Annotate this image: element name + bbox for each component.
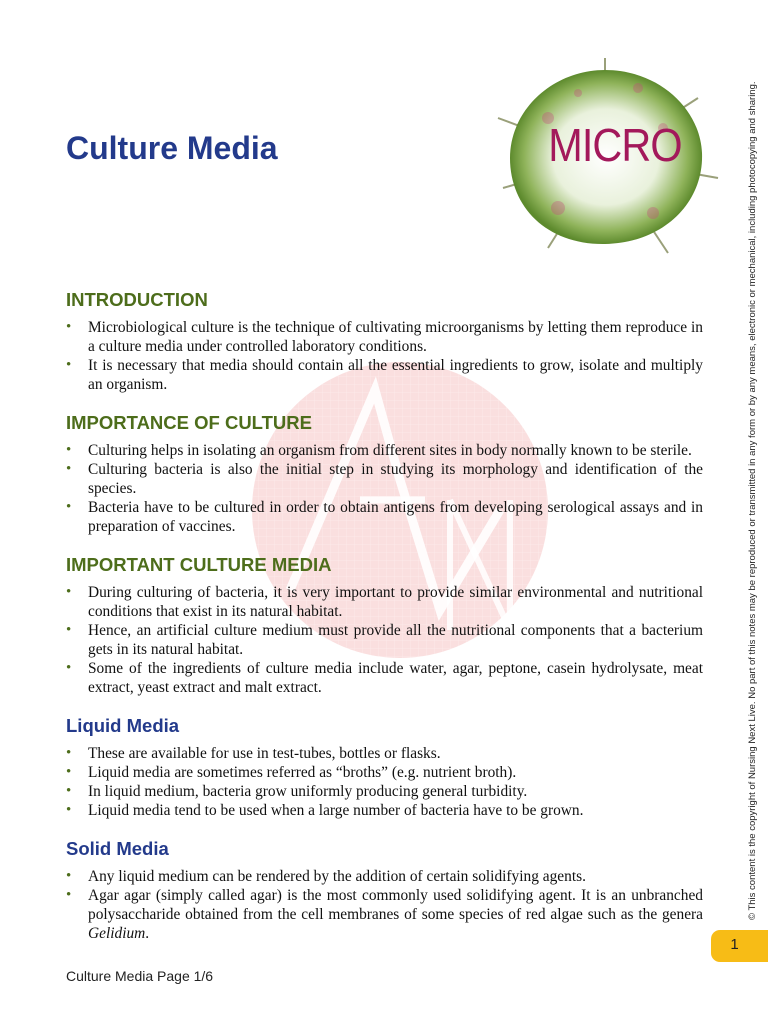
bullet-icon: • [66,802,72,818]
bullet-icon: • [66,442,72,458]
introduction-list [66,318,703,394]
important-media-list [66,583,703,697]
list-item: • Liquid media tend to be used when a large number of bacteria have to be grown. [66,802,584,819]
bullet-icon: • [66,660,72,676]
main-content [66,288,703,960]
liquid-media-heading: Liquid Media [66,715,180,736]
introduction-section [66,288,703,394]
bullet-icon: • [66,584,72,600]
bullet-icon: • [66,764,72,780]
page-title: Culture Media [66,130,278,166]
important-media-heading: IMPORTANT CULTURE MEDIA [66,554,332,575]
list-item: • Hence, an artificial culture medium must provide all the nutritional components that a bacterium gets in its natural habitat. [66,622,703,658]
solid-media-heading: Solid Media [66,838,169,859]
list-item: • Culturing bacteria is also the initial step in studying its morphology and identification of the species. [66,461,703,497]
page-number: 1 [730,936,739,953]
bullet-icon: • [66,499,72,515]
importance-section [66,411,703,536]
page-number-tab [711,930,768,962]
importance-heading: IMPORTANCE OF CULTURE [66,412,312,433]
bullet-icon: • [66,319,72,335]
solid-media-section [66,837,703,943]
bullet-icon: • [66,783,72,799]
list-item [66,886,703,943]
list-item: • Microbiological culture is the technique of cultivating microorganisms by letting them reproduce in a culture media under controlled laboratory conditions. [66,319,703,355]
bullet-icon: • [66,745,72,761]
list-item: • Any liquid medium can be rendered by the addition of certain solidifying agents. [66,868,586,885]
liquid-media-list [66,744,703,820]
list-item: • It is necessary that media should contain all the essential ingredients to grow, isolate and multiply an organism. [66,357,703,393]
list-item: • Liquid media are sometimes referred as “broths” (e.g. nutrient broth). [66,764,517,781]
list-item: • Some of the ingredients of culture media include water, agar, peptone, casein hydrolysate, meat extract, yeast extract and malt extract. [66,660,703,696]
important-media-section [66,553,703,697]
copyright-notice: © This content is the copyright of Nursing Next Live. No part of this notes may be reproduced or transmitted in any form or by any means, electronic or mechanical, including photocopying and sharing. [747,81,758,920]
solid-media-list [66,867,703,943]
liquid-media-section [66,714,703,820]
introduction-heading: INTRODUCTION [66,289,208,310]
agar-item-text: Agar agar (simply called agar) is the most commonly used solidifying agent. It is an unbranched polysaccharide obtained from the cell membranes of some species of red algae such as the genera Gelidium. [88,887,703,942]
list-item: • Culturing helps in isolating an organism from different sites in body normally known to be sterile. [66,442,692,459]
bullet-icon: • [66,461,72,477]
footer-page-label: Culture Media Page 1/6 [66,968,214,984]
importance-list [66,441,703,536]
logo-text: MICRO [548,119,682,171]
list-item: • Bacteria have to be cultured in order to obtain antigens from developing serological assays and in preparation of vaccines. [66,499,703,535]
list-item: • In liquid medium, bacteria grow uniformly producing general turbidity. [66,783,528,800]
list-item: • During culturing of bacteria, it is very important to provide similar environmental and nutritional conditions that exist in its natural habitat. [66,584,703,620]
bullet-icon: • [66,868,72,884]
bullet-icon: • [66,622,72,638]
bullet-icon: • [66,887,72,903]
bullet-icon: • [66,357,72,373]
list-item: • These are available for use in test-tubes, bottles or flasks. [66,745,441,762]
